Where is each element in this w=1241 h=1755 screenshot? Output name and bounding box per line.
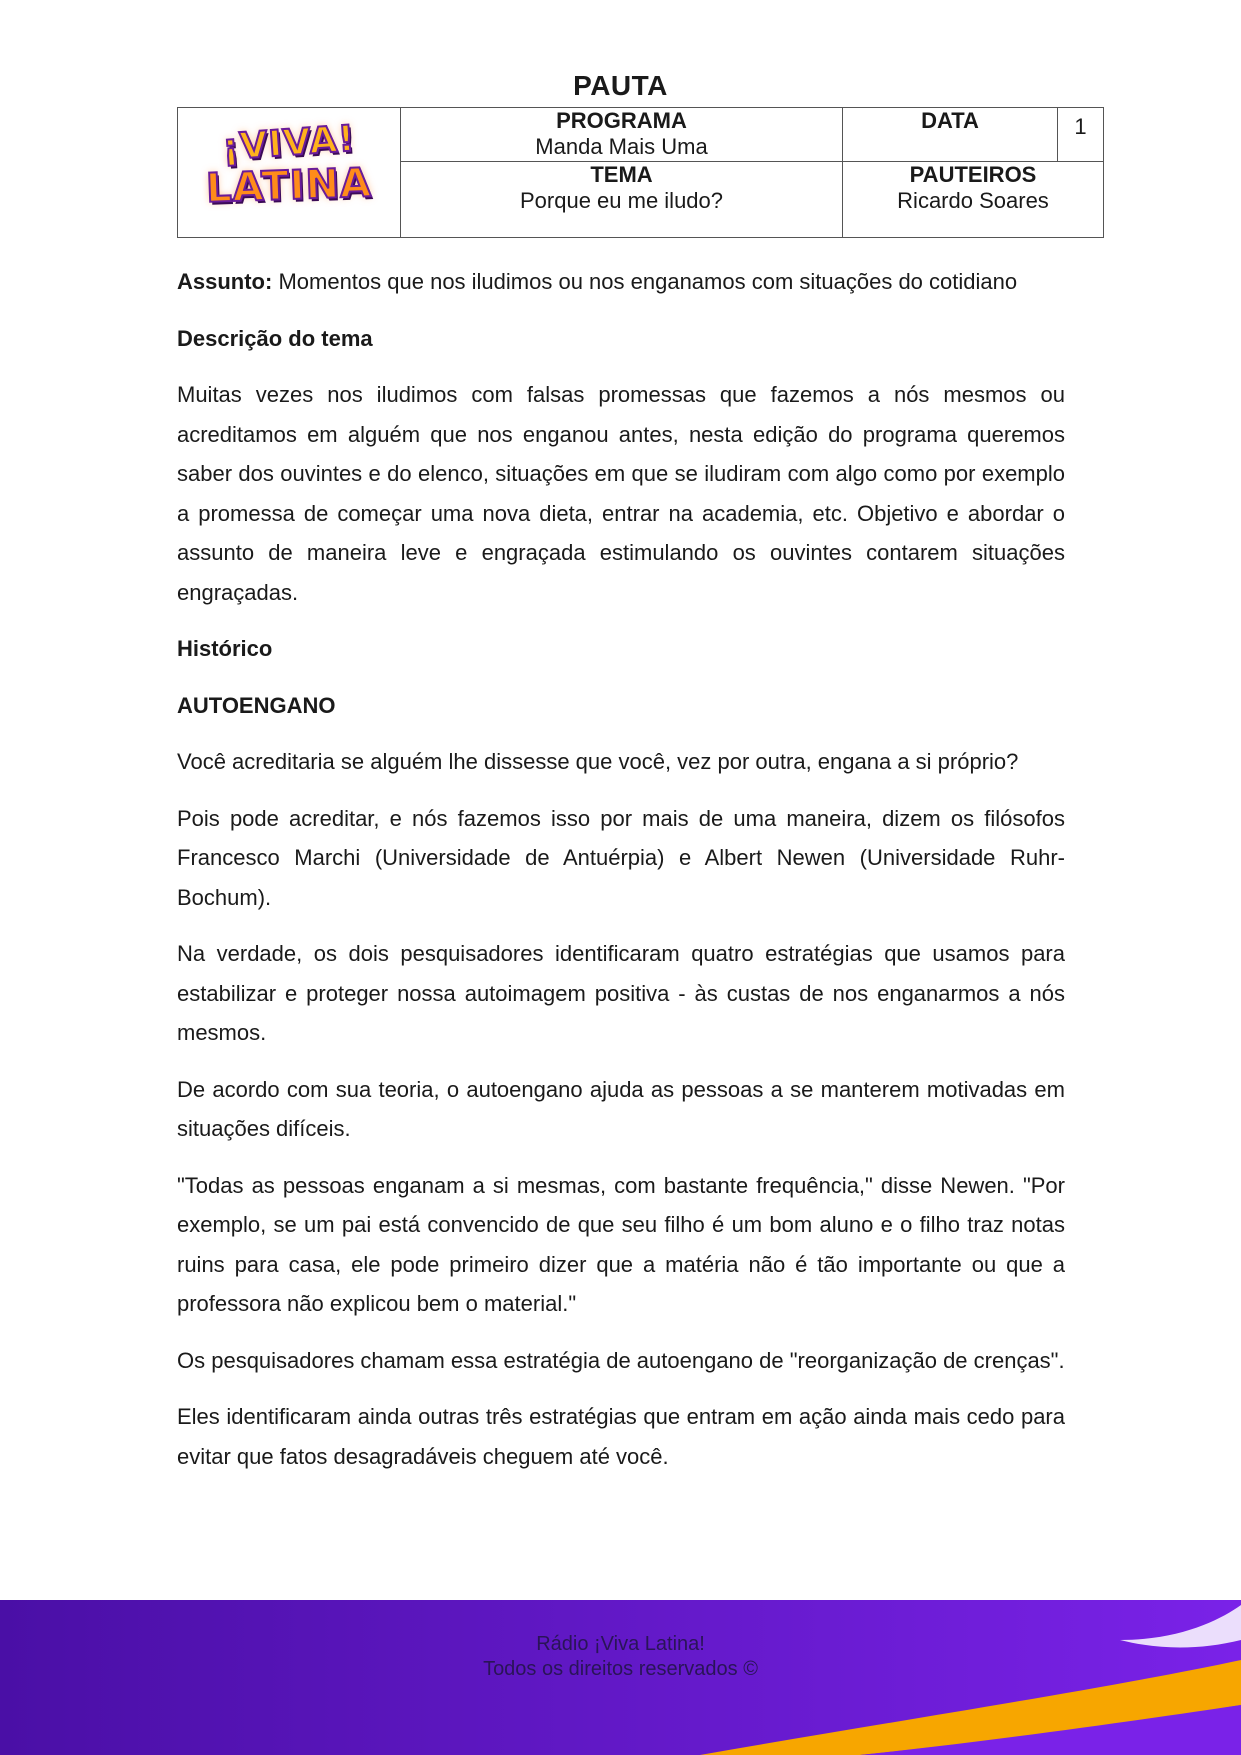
assunto-text: Momentos que nos iludimos ou nos enganamos com situações do cotidiano [272,269,1018,294]
pauteiros-cell [843,162,1104,238]
footer-radio-name: Rádio ¡Viva Latina! [536,1633,705,1655]
descricao-heading: Descrição do tema [177,325,373,351]
footer-copyright: Todos os direitos reservados © [483,1658,758,1680]
autoengano-heading: AUTOENGANO [177,692,336,718]
tema-cell [401,162,843,238]
pauteiros-value: Ricardo Soares [897,188,1049,213]
logo-line-2: LATINA [205,159,373,212]
body-paragraph: De acordo com sua teoria, o autoengano ajuda as pessoas a se manterem motivadas em situações difíceis. [177,1076,1065,1141]
body-paragraph: Você acreditaria se alguém lhe dissesse que você, vez por outra, engana a si próprio? [177,749,1019,774]
body-paragraph: "Todas as pessoas enganam a si mesmas, com bastante frequência," disse Newen. "Por exemplo, se um pai está convencido de que seu filho é um bom aluno e o filho traz notas ruins para casa, ele pode primeiro dizer que a matéria não é tão importante ou que a professora não explicou bem o material." [177,1172,1065,1316]
historico-heading: Histórico [177,636,273,661]
body-paragraph: Na verdade, os dois pesquisadores identificaram quatro estratégias que usamos para estabilizar e proteger nossa autoimagem positiva - às custas de nos enganarmos a nós mesmos. [177,941,1065,1045]
body-paragraph: Pois pode acreditar, e nós fazemos isso por mais de uma maneira, dizem os filósofos Francesco Marchi (Universidade de Antuérpia) e Albert Newen (Universidade Ruhr-Bochum). [177,805,1065,910]
header-table [177,107,1104,238]
data-cell [843,108,1058,162]
data-label: DATA [921,108,979,133]
assunto-label: Assunto: [177,269,273,294]
viva-latina-logo [204,117,374,223]
assunto-line [177,262,1065,302]
document-body [177,262,1065,1493]
logo-line-1: ¡VIVA! [221,117,357,169]
page-number: 1 [1058,108,1104,162]
descricao-paragraph: Muitas vezes nos iludimos com falsas promessas que fazemos a nós mesmos ou acreditamos em alguém que nos enganou antes, nesta edição do programa queremos saber dos ouvintes e do elenco, situações em que se iludiram com algo como por exemplo a promessa de começar uma nova dieta, entrar na academia, etc. Objetivo e abordar o assunto de maneira leve e engraçada estimulando os ouvintes contarem situações engraçadas. [177,382,1065,605]
body-paragraph: Eles identificaram ainda outras três estratégias que entram em ação ainda mais cedo para evitar que fatos desagradáveis cheguem até você. [177,1404,1065,1469]
tema-value: Porque eu me iludo? [519,188,724,213]
programa-value: Manda Mais Uma [535,134,708,159]
page-title: PAUTA [573,70,668,101]
programa-cell [401,108,843,162]
pauteiros-label: PAUTEIROS [909,162,1037,187]
body-paragraph: Os pesquisadores chamam essa estratégia de autoengano de "reorganização de crenças". [177,1347,1065,1373]
tema-label: TEMA [590,162,653,187]
programa-label: PROGRAMA [556,108,687,133]
logo-cell [178,108,401,238]
footer-band [0,1600,1241,1755]
